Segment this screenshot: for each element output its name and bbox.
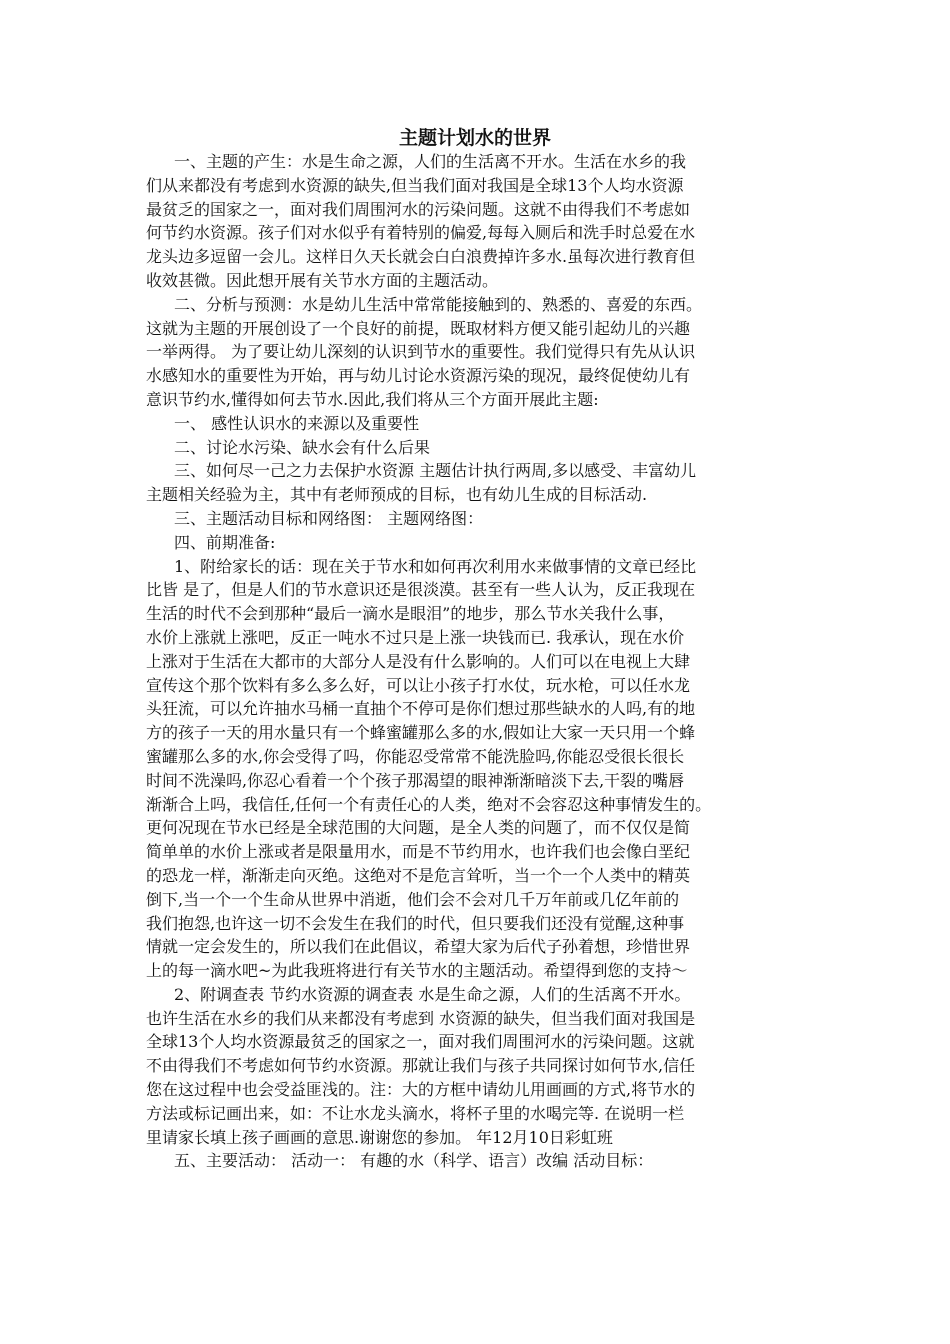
text-line: 里请家长填上孩子画画的意思.谢谢您的参加。 年12月10日彩虹班 — [146, 1127, 613, 1147]
text-line: 渐渐合上吗，我信任,任何一个有责任心的人类，绝对不会容忍这种事情发生的。 — [146, 794, 712, 814]
text-line: 宣传这个那个饮料有多么多么好，可以让小孩子打水仗，玩水枪，可以任水龙 — [146, 675, 691, 695]
text-line: 何节约水资源。孩子们对水似乎有着特别的偏爱,每每入厕后和洗手时总爱在水 — [146, 223, 696, 243]
text-line: 们从来都没有考虑到水资源的缺失,但当我们面对我国是全球13个人均水资源 — [146, 175, 684, 195]
text-line: 1、附给家长的话：现在关于节水和如何再次利用水来做事情的文章已经比 — [174, 556, 697, 576]
text-line: 方的孩子一天的用水量只有一个蜂蜜罐那么多的水,假如让大家一天只用一个蜂 — [146, 723, 696, 743]
text-line: 二、讨论水污染、缺水会有什么后果 — [174, 437, 431, 457]
text-line: 方法或标记画出来，如：不让水龙头滴水，将杯子里的水喝完等. 在说明一栏 — [146, 1103, 685, 1123]
text-line: 的恐龙一样，渐渐走向灭绝。这绝对不是危言耸听，当一个一个人类中的精英 — [146, 865, 691, 885]
text-line: 一、主题的产生：水是生命之源，人们的生活离不开水。生活在水乡的我 — [174, 152, 687, 171]
text-line: 收效甚微。因此想开展有关节水方面的主题活动。 — [146, 270, 499, 290]
text-line: 主题相关经验为主，其中有老师预成的目标，也有幼儿生成的目标活动. — [146, 485, 648, 505]
text-line: 上涨对于生活在大都市的大部分人是没有什么影响的。人们可以在电视上大肆 — [146, 651, 691, 671]
text-line: 情就一定会发生的，所以我们在此倡议，希望大家为后代子孙着想，珍惜世界 — [146, 937, 691, 957]
text-line: 一举两得。 为了要让幼儿深刻的认识到节水的重要性。我们觉得只有先从认识 — [146, 342, 696, 362]
text-line: 也许生活在水乡的我们从来都没有考虑到 水资源的缺失，但当我们面对我国是 — [146, 1008, 696, 1028]
text-line: 倒下,当一个一个生命从世界中消逝，他们会不会对几千万年前或几亿年前的 — [146, 889, 680, 909]
text-line: 头狂流，可以允许抽水马桶一直抽个不停可是你们想过那些缺水的人吗,有的地 — [146, 699, 696, 719]
text-line: 生活的时代不会到那种“最后一滴水是眼泪”的地步，那么节水关我什么事， — [146, 604, 675, 624]
text-line: 简单单的水价上涨或者是限量用水，而是不节约用水，也许我们也会像白垩纪 — [146, 842, 691, 862]
text-line: 四、前期准备: — [174, 532, 276, 552]
text-line: 龙头边多逗留一会儿。这样日久天长就会白白浪费掉许多水.虽每次进行教育但 — [146, 247, 696, 267]
text-line: 三、如何尽一己之力去保护水资源 主题估计执行两周,多以感受、丰富幼儿 — [174, 461, 697, 481]
document-title: 主题计划水的世界 — [398, 127, 551, 149]
text-line: 水感知水的重要性为开始，再与幼儿讨论水资源污染的现况，最终促使幼儿有 — [146, 366, 691, 386]
text-line: 上的每一滴水吧~为此我班将进行有关节水的主题活动。希望得到您的支持～ — [146, 961, 688, 981]
text-line: 比皆 是了，但是人们的节水意识还是很淡漠。甚至有一些人认为，反正我现在 — [146, 580, 696, 600]
text-line: 三、主题活动目标和网络图： 主题网络图： — [174, 508, 484, 528]
text-line: 这就为主题的开展创设了一个良好的前提，既取材料方便又能引起幼儿的兴趣 — [146, 318, 691, 338]
text-line: 意识节约水,懂得如何去节水.因此,我们将从三个方面开展此主题: — [146, 389, 599, 409]
text-line: 五、主要活动： 活动一： 有趣的水（科学、语言）改编 活动目标： — [174, 1151, 654, 1171]
document-body — [146, 150, 826, 1173]
text-line: 一、 感性认识水的来源以及重要性 — [174, 413, 420, 433]
text-line: 不由得我们不考虑如何节约水资源。那就让我们与孩子共同探讨如何节水,信任 — [146, 1056, 696, 1076]
text-line: 全球13个人均水资源最贫乏的国家之一，面对我们周围河水的污染问题。这就 — [146, 1032, 695, 1052]
text-line: 更何况现在节水已经是全球范围的大问题，是全人类的问题了，而不仅仅是简 — [146, 818, 691, 838]
text-line: 水价上涨就上涨吧，反正一吨水不过只是上涨一块钱而已. 我承认，现在水价 — [146, 627, 685, 647]
text-line: 时间不洗澡吗,你忍心看着一个个孩子那渴望的眼神渐渐暗淡下去,干裂的嘴唇 — [146, 770, 685, 790]
text-line: 我们抱怨,也许这一切不会发生在我们的时代，但只要我们还没有觉醒,这种事 — [146, 913, 685, 933]
text-line: 最贫乏的国家之一，面对我们周围河水的污染问题。这就不由得我们不考虑如 — [146, 199, 691, 219]
text-line: 二、分析与预测：水是幼儿生活中常常能接触到的、熟悉的、喜爱的东西。 — [174, 294, 703, 314]
text-line: 您在这过程中也会受益匪浅的。注：大的方框中请幼儿用画画的方式,将节水的 — [146, 1080, 696, 1100]
text-line: 蜜罐那么多的水,你会受得了吗，你能忍受常常不能洗脸吗,你能忍受很长很长 — [146, 746, 685, 766]
text-line: 2、附调查表 节约水资源的调查表 水是生命之源，人们的生活离不开水。 — [174, 984, 691, 1004]
